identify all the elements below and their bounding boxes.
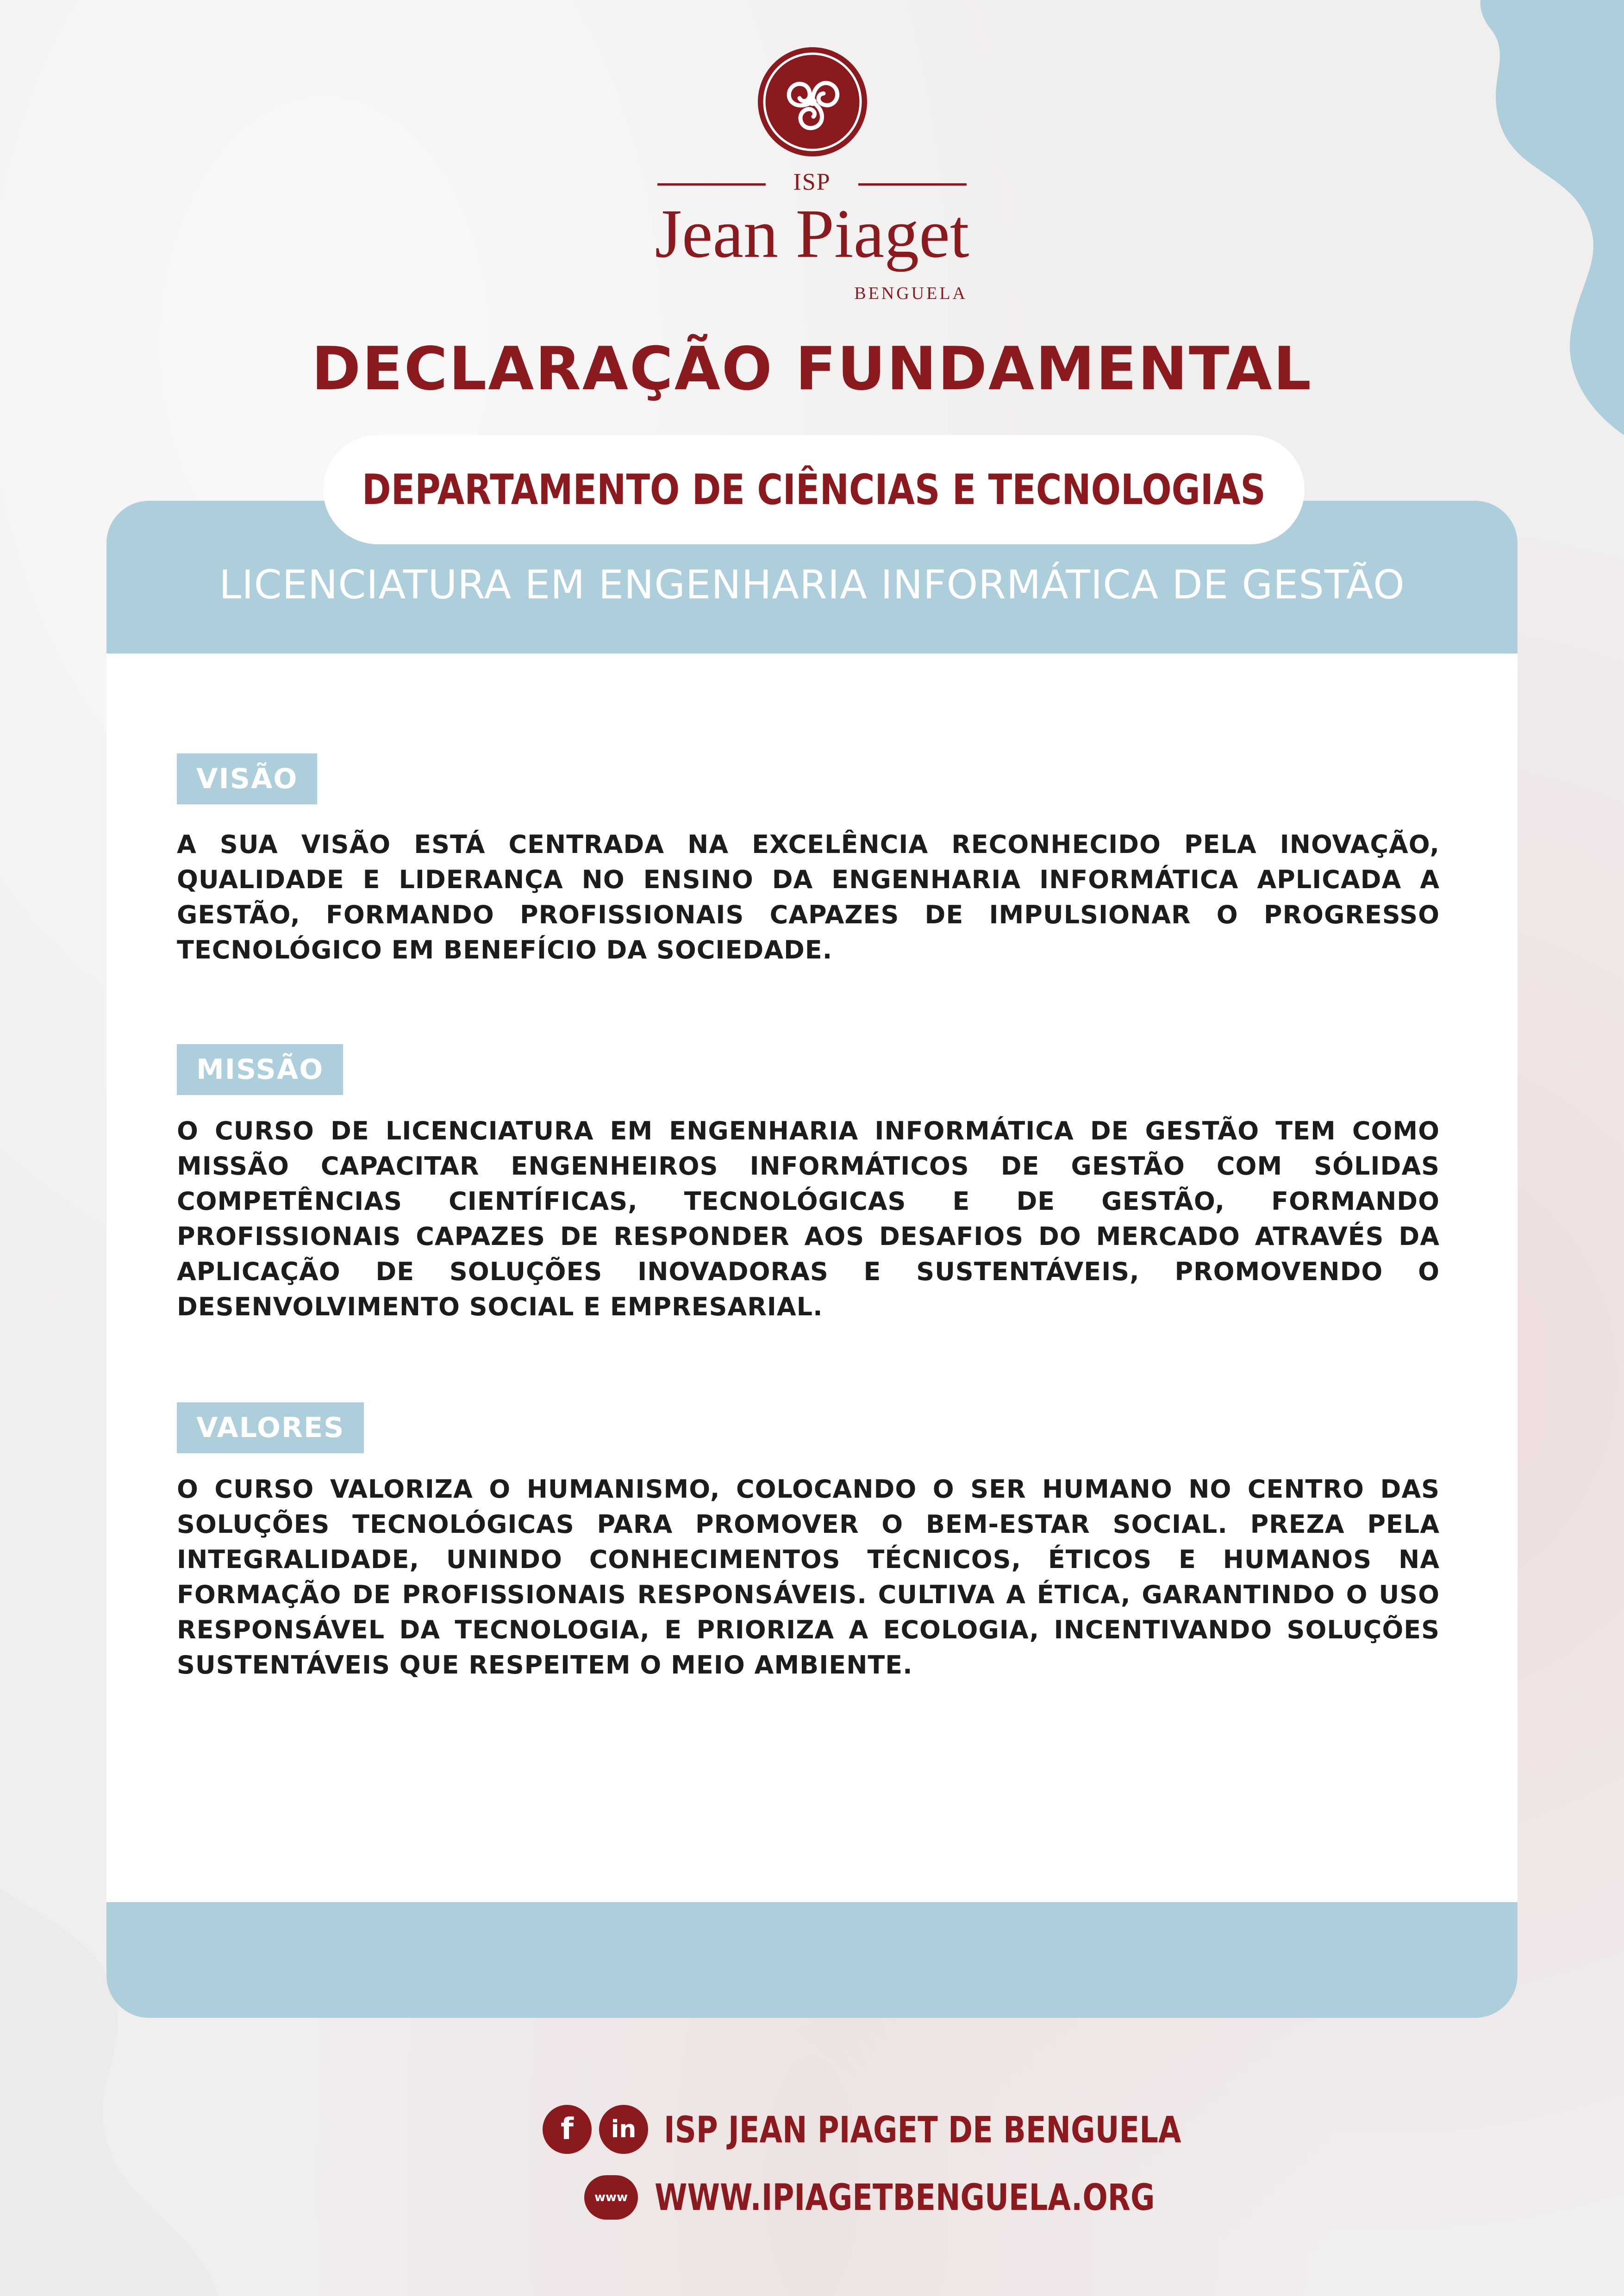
footer-website[interactable]: WWW.IPIAGETBENGUELA.ORG bbox=[655, 2177, 1155, 2219]
section-text-visao: A SUA VISÃO ESTÁ CENTRADA NA EXCELÊNCIA RECONHECIDO PELA INOVAÇÃO, QUALIDADE E LIDERANÇA NO ENSINO DA ENGENHARIA INFORMÁTICA APLICADA A GESTÃO, FORMANDO PROFISSIONAIS CAPAZES DE IMPULSIONAR O PROGRESSO TECNOLÓGICO EM BENEFÍCIO DA SOCIEDADE. bbox=[177, 830, 1440, 964]
logo-name: Jean Piaget bbox=[655, 195, 969, 272]
logo-rule-left bbox=[657, 183, 766, 186]
section-text-valores: O CURSO VALORIZA O HUMANISMO, COLOCANDO O SER HUMANO NO CENTRO DAS SOLUÇÕES TECNOLÓGICAS PARA PROMOVER O BEM-ESTAR SOCIAL. PREZA PELA INTEGRALIDADE, UNINDO CONHECIMENTOS TÉCNICOS, ÉTICOS E HUMANOS NA FORMAÇÃO DE PROFISSIONAIS RESPONSÁVEIS. CULTIVA A ÉTICA, GARANTINDO O USO RESPONSÁVEL DA TECNOLOGIA, E PRIORIZA A ECOLOGIA, INCENTIVANDO SOLUÇÕES SUSTENTÁVEIS QUE RESPEITEM O MEIO AMBIENTE. bbox=[177, 1475, 1440, 1680]
triskelion-logo-icon bbox=[756, 45, 869, 158]
department-title: DEPARTAMENTO DE CIÊNCIAS E TECNOLOGIAS bbox=[362, 465, 1266, 514]
footer-social-name[interactable]: ISP JEAN PIAGET DE BENGUELA bbox=[664, 2109, 1181, 2151]
linkedin-icon[interactable]: in bbox=[599, 2105, 648, 2154]
department-pill bbox=[323, 435, 1305, 544]
globe-icon: www bbox=[584, 2175, 638, 2220]
section-text-missao: O CURSO DE LICENCIATURA EM ENGENHARIA INFORMÁTICA DE GESTÃO TEM COMO MISSÃO CAPACITAR ENGENHEIROS INFORMÁTICOS DE GESTÃO COM SÓLIDAS COMPETÊNCIAS CIENTÍFICAS, TECNOLÓGICAS E DE GESTÃO, FORMANDO PROFISSIONAIS CAPAZES DE RESPONDER AOS DESAFIOS DO MERCADO ATRAVÉS DA APLICAÇÃO DE SOLUÇÕES INOVADORAS E SUSTENTÁVEIS, PROMOVENDO O DESENVOLVIMENTO SOCIAL E EMPRESARIAL. bbox=[177, 1116, 1440, 1321]
course-title: LICENCIATURA EM ENGENHARIA INFORMÁTICA DE GESTÃO bbox=[219, 562, 1405, 608]
facebook-icon[interactable]: f bbox=[543, 2105, 592, 2154]
logo-rule-right bbox=[858, 183, 967, 186]
section-label-visao: VISÃO bbox=[177, 753, 317, 804]
section-label-valores: VALORES bbox=[177, 1402, 364, 1453]
logo-isp: ISP bbox=[793, 169, 831, 195]
logo-city: BENGUELA bbox=[854, 284, 968, 303]
page-title: DECLARAÇÃO FUNDAMENTAL bbox=[312, 335, 1312, 404]
section-label-missao: MISSÃO bbox=[177, 1044, 343, 1095]
